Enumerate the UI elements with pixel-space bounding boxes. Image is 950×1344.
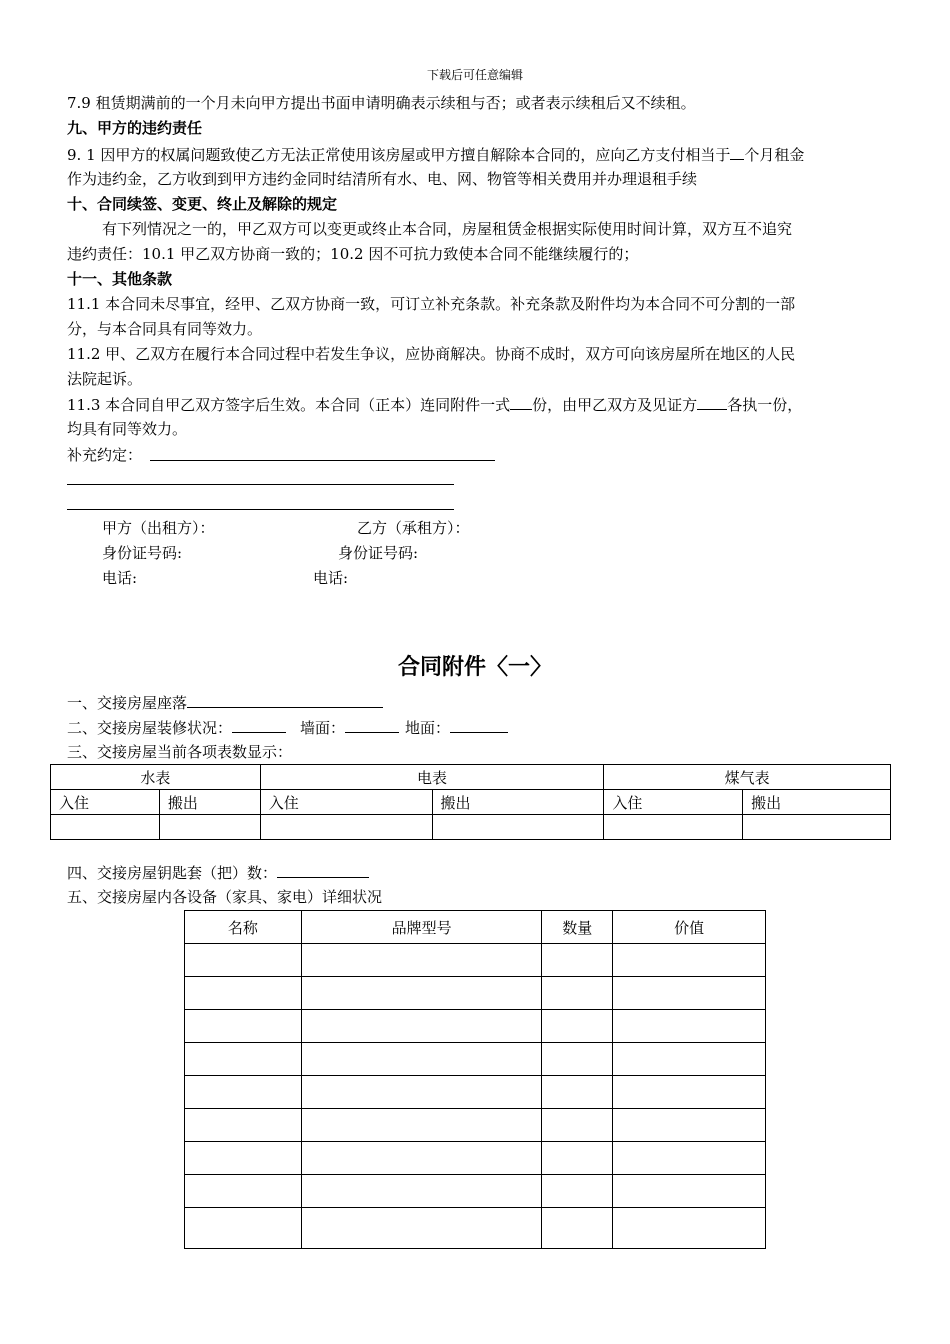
blank-wall: [345, 715, 399, 733]
clause-10-line2: 违约责任：10.1 甲乙双方协商一致的；10.2 因不可抗力致使本合同不能继续履行的；: [67, 245, 639, 263]
equipment-row: [185, 944, 766, 977]
equipment-cell: [613, 944, 766, 977]
blank-floor: [450, 715, 508, 733]
clause-7-9: 7.9 租赁期满前的一个月未向甲方提出书面申请明确表示续租与否；或者表示续租后又不续租。: [67, 94, 696, 112]
equipment-header-row: [185, 911, 766, 944]
meter-value-cell: [743, 815, 891, 840]
equipment-row: [185, 1109, 766, 1142]
equipment-row: [185, 1175, 766, 1208]
equipment-cell: [613, 1043, 766, 1076]
section-10-heading: 十、合同续签、变更、终止及解除的规定: [67, 195, 338, 213]
meter-sub-cell: 入住: [604, 790, 743, 815]
clause-11-3-part1: 11.3 本合同自甲乙双方签字后生效。本合同（正本）连同附件一式: [67, 396, 511, 414]
equipment-cell: [185, 1208, 302, 1249]
meter-sub-cell: 入住: [51, 790, 160, 815]
equipment-cell: [301, 1109, 542, 1142]
meter-value-cell: [604, 815, 743, 840]
blank-keys: [277, 860, 369, 878]
annex-item-2: [67, 715, 508, 741]
meter-table-sub-row: [51, 790, 891, 815]
equipment-header-brand: 品牌型号: [301, 911, 542, 944]
supplement-underline-2: [67, 484, 454, 485]
meter-sub-cell: 搬出: [159, 790, 260, 815]
equipment-cell: [185, 977, 302, 1010]
party-b-id-label: 身份证号码:: [338, 544, 419, 562]
equipment-row: [185, 1043, 766, 1076]
clause-9-1-tail: 个月租金: [744, 146, 805, 164]
clause-10-line1: 有下列情况之一的，甲乙双方可以变更或终止本合同，房屋租赁金根据实际使用时间计算，双方互不追究: [102, 220, 793, 238]
equipment-cell: [301, 1142, 542, 1175]
equipment-cell: [301, 1208, 542, 1249]
equipment-cell: [542, 1043, 613, 1076]
clause-11-1-line2: 分，与本合同具有同等效力。: [67, 320, 263, 338]
meter-value-cell: [260, 815, 432, 840]
blank-months: [730, 142, 744, 160]
equipment-cell: [185, 1076, 302, 1109]
equipment-cell: [613, 1175, 766, 1208]
clause-9-1-line1: [67, 142, 804, 168]
meter-table: [50, 764, 891, 840]
meter-sub-cell: 搬出: [743, 790, 891, 815]
blank-location: [187, 690, 383, 708]
equipment-cell: [542, 1010, 613, 1043]
equipment-table: [184, 910, 766, 1249]
party-a-id-label: 身份证号码:: [102, 544, 183, 562]
equipment-cell: [613, 1109, 766, 1142]
equipment-row: [185, 1208, 766, 1249]
equipment-cell: [613, 977, 766, 1010]
equipment-row: [185, 1142, 766, 1175]
equipment-cell: [542, 1076, 613, 1109]
supplement-underline-3: [67, 509, 454, 510]
blank-decoration: [232, 715, 286, 733]
header-note: 下载后可任意编辑: [426, 68, 523, 82]
meter-group-water: 水表: [51, 765, 261, 790]
section-11-heading: 十一、其他条款: [67, 270, 173, 288]
clause-11-1-line1: 11.1 本合同未尽事宜，经甲、乙双方协商一致，可订立补充条款。补充条款及附件均为本合同不可分割的一部: [67, 295, 796, 313]
annex-item-1: [67, 690, 383, 716]
annex-item-3: 三、交接房屋当前各项表数显示：: [67, 743, 293, 761]
equipment-cell: [613, 1076, 766, 1109]
equipment-header-name: 名称: [185, 911, 302, 944]
blank-witness: [697, 392, 727, 410]
equipment-cell: [542, 944, 613, 977]
equipment-header-value: 价值: [613, 911, 766, 944]
annex-item-1-label: 一、交接房屋座落: [67, 694, 188, 712]
meter-sub-cell: 入住: [260, 790, 432, 815]
equipment-cell: [301, 1175, 542, 1208]
equipment-cell: [185, 1109, 302, 1142]
meter-table-value-row: [51, 815, 891, 840]
annex-item-2-wall-label: 墙面：: [300, 719, 346, 737]
equipment-cell: [301, 1043, 542, 1076]
equipment-cell: [542, 1142, 613, 1175]
annex-item-2-label: 二、交接房屋装修状况：: [67, 719, 233, 737]
equipment-cell: [613, 1208, 766, 1249]
party-a-label: 甲方（出租方）：: [102, 519, 215, 537]
equipment-row: [185, 1010, 766, 1043]
party-a-phone-label: 电话:: [102, 569, 138, 587]
blank-copies: [510, 392, 532, 410]
meter-value-cell: [51, 815, 160, 840]
clause-11-3-line2: 均具有同等效力。: [67, 420, 188, 438]
meter-sub-cell: 搬出: [432, 790, 604, 815]
equipment-row: [185, 977, 766, 1010]
clause-11-3-part2: 份，由甲乙双方及见证方: [532, 396, 698, 414]
equipment-cell: [185, 1010, 302, 1043]
meter-group-electric: 电表: [260, 765, 604, 790]
clause-9-1-text: 9. 1 因甲方的权属问题致使乙方无法正常使用该房屋或甲方擅自解除本合同的，应向乙方支付相当于: [67, 146, 731, 164]
supplement-label: 补充约定：: [67, 446, 143, 464]
equipment-cell: [613, 1142, 766, 1175]
equipment-cell: [301, 1076, 542, 1109]
clause-11-2-line2: 法院起诉。: [67, 370, 143, 388]
equipment-row: [185, 1076, 766, 1109]
equipment-cell: [613, 1010, 766, 1043]
annex-item-4: [67, 860, 369, 886]
annex-title: 合同附件〈一〉: [397, 655, 552, 680]
meter-value-cell: [159, 815, 260, 840]
equipment-cell: [542, 977, 613, 1010]
equipment-cell: [301, 944, 542, 977]
clause-11-3-part3: 各执一份，: [727, 396, 803, 414]
equipment-cell: [542, 1208, 613, 1249]
clause-9-1-line2: 作为违约金，乙方收到到甲方违约金同时结清所有水、电、网、物管等相关费用并办理退租手续: [67, 170, 698, 188]
equipment-cell: [301, 977, 542, 1010]
equipment-cell: [185, 1142, 302, 1175]
party-b-phone-label: 电话:: [313, 569, 349, 587]
equipment-cell: [185, 1043, 302, 1076]
meter-table-group-row: [51, 765, 891, 790]
annex-item-5: 五、交接房屋内各设备（家具、家电）详细状况: [67, 888, 383, 906]
equipment-cell: [542, 1175, 613, 1208]
section-9-heading: 九、甲方的违约责任: [67, 119, 203, 137]
annex-item-4-label: 四、交接房屋钥匙套（把）数：: [67, 864, 278, 882]
party-b-label: 乙方（承租方）：: [357, 519, 470, 537]
equipment-cell: [185, 1175, 302, 1208]
equipment-cell: [301, 1010, 542, 1043]
meter-value-cell: [432, 815, 604, 840]
equipment-cell: [185, 944, 302, 977]
clause-11-3-line1: [67, 392, 802, 418]
equipment-header-quantity: 数量: [542, 911, 613, 944]
supplement-underline-1: [150, 460, 495, 461]
equipment-cell: [542, 1109, 613, 1142]
meter-group-gas: 煤气表: [604, 765, 891, 790]
clause-11-2-line1: 11.2 甲、乙双方在履行本合同过程中若发生争议，应协商解决。协商不成时，双方可向该房屋所在地区的人民: [67, 345, 796, 363]
annex-item-2-floor-label: 地面：: [405, 719, 451, 737]
